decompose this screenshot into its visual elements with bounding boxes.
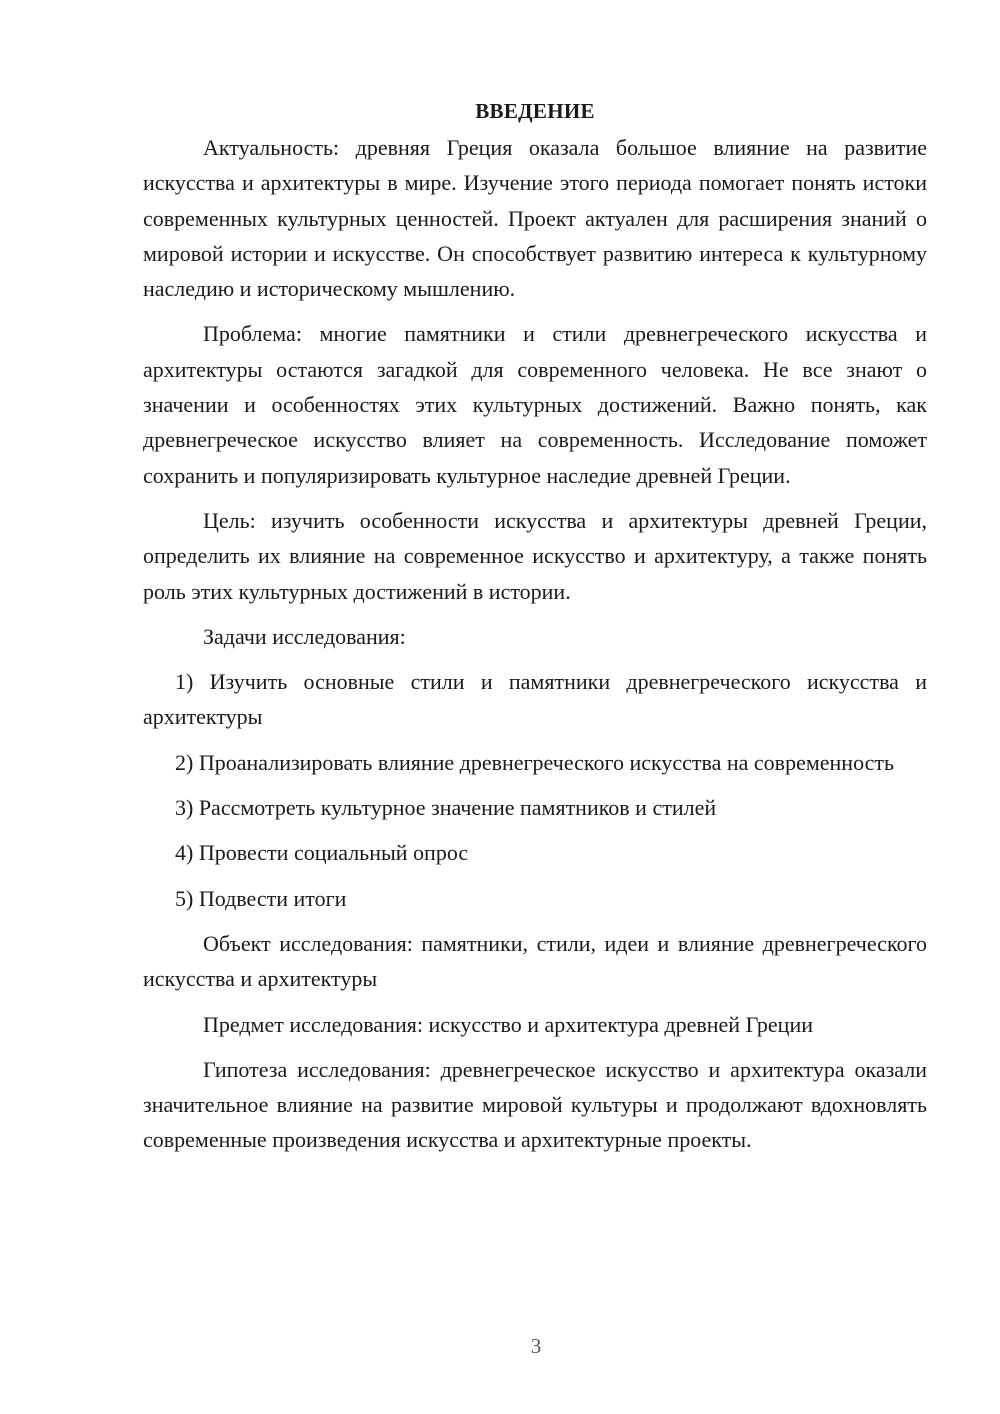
goal-paragraph: Цель: изучить особенности искусства и архитектуры древней Греции, определить их влияние на современное искусство и архитектуру, а также понять роль этих культурных достижений в истории. (143, 507, 927, 604)
task-item-5: 5) Подвести итоги (175, 885, 347, 911)
object-paragraph: Объект исследования: памятники, стили, идеи и влияние древнегреческого искусства и архитектуры (143, 930, 927, 992)
page-content (143, 94, 927, 1168)
task-item-3: 3) Рассмотреть культурное значение памятников и стилей (175, 795, 717, 821)
hypothesis-paragraph: Гипотеза исследования: древнегреческое искусство и архитектура оказали значительное влияние на развитие мировой культуры и продолжают вдохновлять современные произведения искусства и архитектурные проекты. (143, 1056, 927, 1153)
relevance-paragraph: Актуальность: древняя Греция оказала большое влияние на развитие искусства и архитектуры в мире. Изучение этого периода помогает понять истоки современных культурных ценностей. Проект актуален для расширения знаний о мировой истории и искусстве. Он способствует развитию интереса к культурному наследию и историческому мышлению. (143, 135, 927, 302)
task-item-1: 1) Изучить основные стили и памятники древнегреческого искусства и архитектуры (143, 669, 927, 730)
tasks-list (143, 664, 927, 916)
task-item-4: 4) Провести социальный опрос (175, 840, 469, 866)
problem-paragraph: Проблема: многие памятники и стили древнегреческого искусства и архитектуры остаются загадкой для современного человека. Не все знают о значении и особенностях этих культурных достижений. Важно понять, как древнегреческое искусство влияет на современность. Исследование поможет сохранить и популяризировать культурное наследие древней Греции. (143, 321, 927, 488)
page-number: 3 (530, 1334, 542, 1358)
task-item-2: 2) Проанализировать влияние древнегреческого искусства на современность (175, 749, 895, 775)
subject-paragraph: Предмет исследования: искусство и архитектура древней Греции (203, 1011, 813, 1037)
tasks-heading: Задачи исследования: (203, 623, 406, 649)
section-title: ВВЕДЕНИЕ (475, 99, 595, 123)
